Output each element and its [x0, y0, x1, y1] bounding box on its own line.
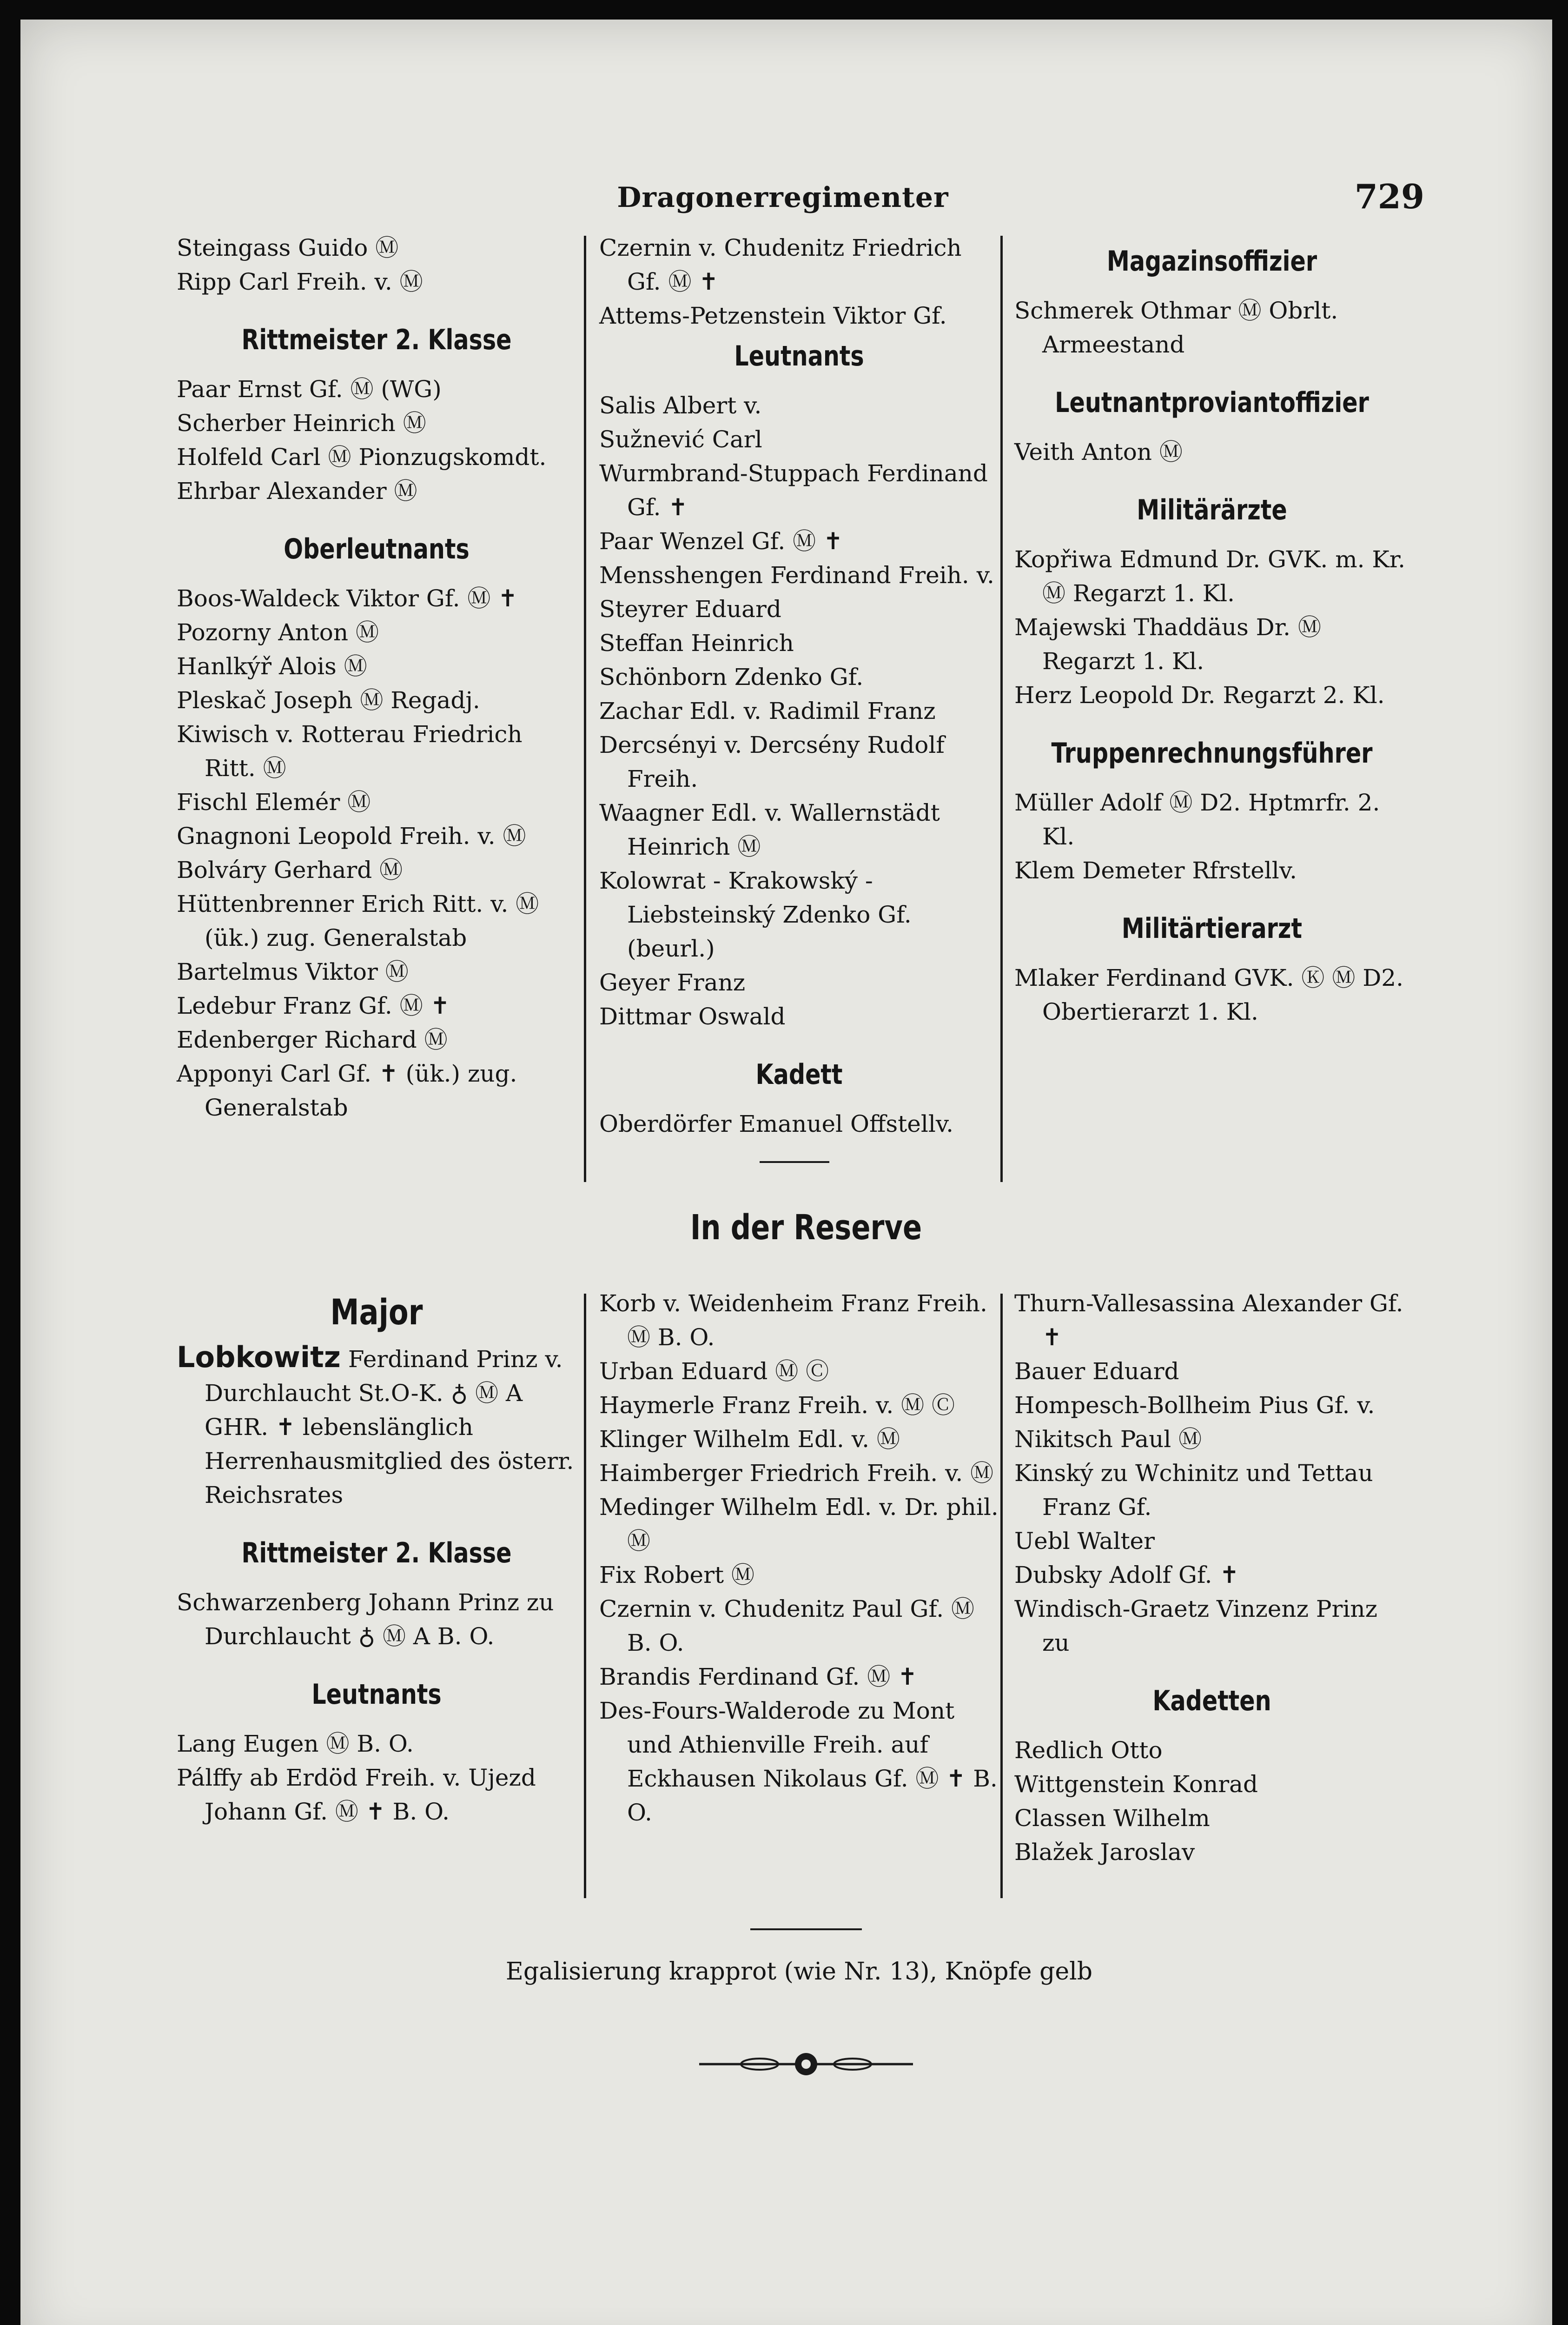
list-item: Wittgenstein Konrad [1014, 1771, 1258, 1798]
footer-note: Egalisierung krapprot (wie Nr. 13), Knöpfe gelb [505, 1958, 1093, 1986]
list-item: Korb v. Weidenheim Franz Freih. Ⓜ B. O. [599, 1290, 987, 1351]
section-heading: Oberleutnants [284, 533, 470, 565]
section-heading: Kadett [755, 1058, 843, 1091]
list-item: Paar Ernst Gf. Ⓜ (WG) [177, 376, 442, 403]
section-heading: Leutnantproviantoffizier [1055, 386, 1369, 419]
list-item: Gnagnoni Leopold Freih. v. Ⓜ [177, 823, 526, 850]
column-2 [599, 231, 999, 1141]
reserve-column-2 [599, 1287, 999, 1830]
column-divider [1000, 1294, 1003, 1898]
section-heading: Militärtierarzt [1121, 912, 1303, 945]
list-item: Dubsky Adolf Gf. ✝ [1014, 1561, 1239, 1588]
section-heading: Militärärzte [1137, 494, 1287, 526]
list-item: Haymerle Franz Freih. v. Ⓜ Ⓒ [599, 1392, 955, 1419]
list-item: Brandis Ferdinand Gf. Ⓜ ✝ [599, 1663, 918, 1690]
column-1 [177, 231, 576, 1125]
list-item: Czernin v. Chudenitz Friedrich Gf. Ⓜ ✝ [599, 234, 962, 295]
list-item: Des-Fours-Walderode zu Mont und Athienville Freih. auf Eckhausen Nikolaus Gf. Ⓜ ✝ B. O. [599, 1697, 998, 1826]
section-heading: Rittmeister 2. Klasse [241, 1537, 512, 1569]
list-item: Redlich Otto [1014, 1737, 1163, 1764]
list-item: Kolowrat - Krakowský - Liebsteinský Zdenko Gf. (beurl.) [599, 867, 912, 962]
list-item: Kiwisch v. Rotterau Friedrich Ritt. Ⓜ [177, 721, 523, 782]
running-head: Dragonerregimenter [617, 181, 949, 214]
list-item: Dittmar Oswald [599, 1003, 786, 1030]
list-item: Classen Wilhelm [1014, 1805, 1210, 1832]
list-item: Edenberger Richard Ⓜ [177, 1026, 448, 1053]
list-item: Holfeld Carl Ⓜ Pionzugskomdt. [177, 444, 547, 471]
reserve-column-1 [177, 1284, 576, 1829]
list-item: Haimberger Friedrich Freih. v. Ⓜ [599, 1460, 994, 1487]
list-item: Klem Demeter Rfrstellv. [1014, 857, 1297, 884]
list-item: Kopřiwa Edmund Dr. GVK. m. Kr. Ⓜ Regarzt 1. Kl. [1014, 546, 1406, 607]
list-item: Steingass Guido Ⓜ [177, 234, 399, 261]
list-item: Lang Eugen Ⓜ B. O. [177, 1730, 414, 1757]
section-heading: Rittmeister 2. Klasse [241, 324, 512, 356]
list-item: Bartelmus Viktor Ⓜ [177, 958, 409, 985]
list-item: Müller Adolf Ⓜ D2. Hptmrfr. 2. Kl. [1014, 789, 1380, 850]
section-heading: Kadetten [1152, 1685, 1271, 1717]
list-item: Apponyi Carl Gf. ✝ (ük.) zug. Generalstab [177, 1060, 517, 1121]
list-item: Uebl Walter [1014, 1528, 1155, 1554]
list-item: Salis Albert v. [599, 392, 762, 419]
section-heading: Magazinsoffizier [1106, 245, 1317, 278]
list-item: Urban Eduard Ⓜ Ⓒ [599, 1358, 829, 1385]
major-name: Lobkowitz [177, 1340, 341, 1374]
list-item: Fischl Elemér Ⓜ [177, 789, 371, 816]
reserve-column-3 [1014, 1287, 1409, 1869]
list-item: Hompesch-Bollheim Pius Gf. v. [1014, 1392, 1375, 1419]
list-item: Sužnević Carl [599, 426, 762, 453]
list-item: Attems-Petzenstein Viktor Gf. [599, 302, 947, 329]
list-item: Ehrbar Alexander Ⓜ [177, 478, 417, 505]
section-heading: Truppenrechnungsführer [1051, 737, 1373, 770]
list-item: Pleskač Joseph Ⓜ Regadj. [177, 687, 480, 714]
reserve-heading: In der Reserve [690, 1208, 922, 1248]
list-item: Pálffy ab Erdöd Freih. v. Ujezd Johann Gf. Ⓜ ✝ B. O. [177, 1764, 536, 1825]
list-item: Czernin v. Chudenitz Paul Gf. Ⓜ B. O. [599, 1595, 975, 1656]
ornament-icon [699, 2048, 913, 2080]
list-item: Zachar Edl. v. Radimil Franz [599, 698, 936, 724]
list-item: Klinger Wilhelm Edl. v. Ⓜ [599, 1426, 900, 1453]
column-divider [1000, 236, 1003, 1182]
list-item: Thurn-Vallesassina Alexander Gf. ✝ [1014, 1290, 1403, 1351]
list-item: Dercsényi v. Dercsény Rudolf Freih. [599, 731, 945, 792]
column-divider [584, 1294, 586, 1898]
list-item: Hüttenbrenner Erich Ritt. v. Ⓜ (ük.) zug. Generalstab [177, 890, 539, 951]
list-item: Kinský zu Wchinitz und Tettau Franz Gf. [1014, 1460, 1373, 1521]
list-item: Oberdörfer Emanuel Offstellv. [599, 1110, 954, 1137]
list-item: Ripp Carl Freih. v. Ⓜ [177, 268, 423, 295]
list-item: Medinger Wilhelm Edl. v. Dr. phil. Ⓜ [599, 1494, 999, 1554]
list-item: Steyrer Eduard [599, 596, 781, 623]
column-divider [584, 236, 586, 1182]
section-heading: Major [330, 1291, 423, 1333]
section-heading: Leutnants [734, 340, 864, 372]
list-item: Mlaker Ferdinand GVK. Ⓚ Ⓜ D2. Obertierarzt 1. Kl. [1014, 964, 1404, 1025]
list-item: Majewski Thaddäus Dr. Ⓜ Regarzt 1. Kl. [1014, 614, 1321, 675]
list-item: Wurmbrand-Stuppach Ferdinand Gf. ✝ [599, 460, 988, 521]
scanned-page [20, 20, 1552, 2325]
list-item: Nikitsch Paul Ⓜ [1014, 1426, 1202, 1453]
list-item: Boos-Waldeck Viktor Gf. Ⓜ ✝ [177, 585, 518, 612]
short-rule [750, 1928, 862, 1930]
list-item: Herz Leopold Dr. Regarzt 2. Kl. [1014, 682, 1385, 709]
list-item: Schwarzenberg Johann Prinz zu Durchlaucht ♁ Ⓜ A B. O. [177, 1589, 554, 1650]
list-item: Bauer Eduard [1014, 1358, 1179, 1385]
list-item: Windisch-Graetz Vinzenz Prinz zu [1014, 1595, 1377, 1656]
list-item: Ledebur Franz Gf. Ⓜ ✝ [177, 992, 450, 1019]
section-heading: Leutnants [311, 1678, 442, 1711]
column-3 [1014, 238, 1409, 1029]
list-item: Schmerek Othmar Ⓜ Obrlt. Armeestand [1014, 297, 1338, 358]
list-item: Pozorny Anton Ⓜ [177, 619, 379, 646]
list-item: Mensshengen Ferdinand Freih. v. [599, 562, 994, 589]
short-rule [760, 1161, 829, 1163]
list-item: Geyer Franz [599, 969, 746, 996]
list-item: Fix Robert Ⓜ [599, 1561, 755, 1588]
major-text: Ferdinand Prinz v. Durchlaucht St.O-K. ♁ Ⓜ A GHR. ✝ lebenslänglich Herrenhausmitglied des österr. Reichsrates [205, 1346, 574, 1508]
list-item: Paar Wenzel Gf. Ⓜ ✝ [599, 528, 843, 555]
list-item: Blažek Jaroslav [1014, 1839, 1195, 1866]
list-item: Scherber Heinrich Ⓜ [177, 410, 426, 437]
list-item: Hanlkýř Alois Ⓜ [177, 653, 367, 680]
list-item: Waagner Edl. v. Wallernstädt Heinrich Ⓜ [599, 799, 940, 860]
list-item [177, 1340, 576, 1512]
list-item: Schönborn Zdenko Gf. [599, 664, 864, 691]
page-number: 729 [1354, 177, 1424, 216]
list-item: Steffan Heinrich [599, 630, 794, 657]
list-item: Bolváry Gerhard Ⓜ [177, 857, 403, 884]
list-item: Veith Anton Ⓜ [1014, 438, 1183, 465]
